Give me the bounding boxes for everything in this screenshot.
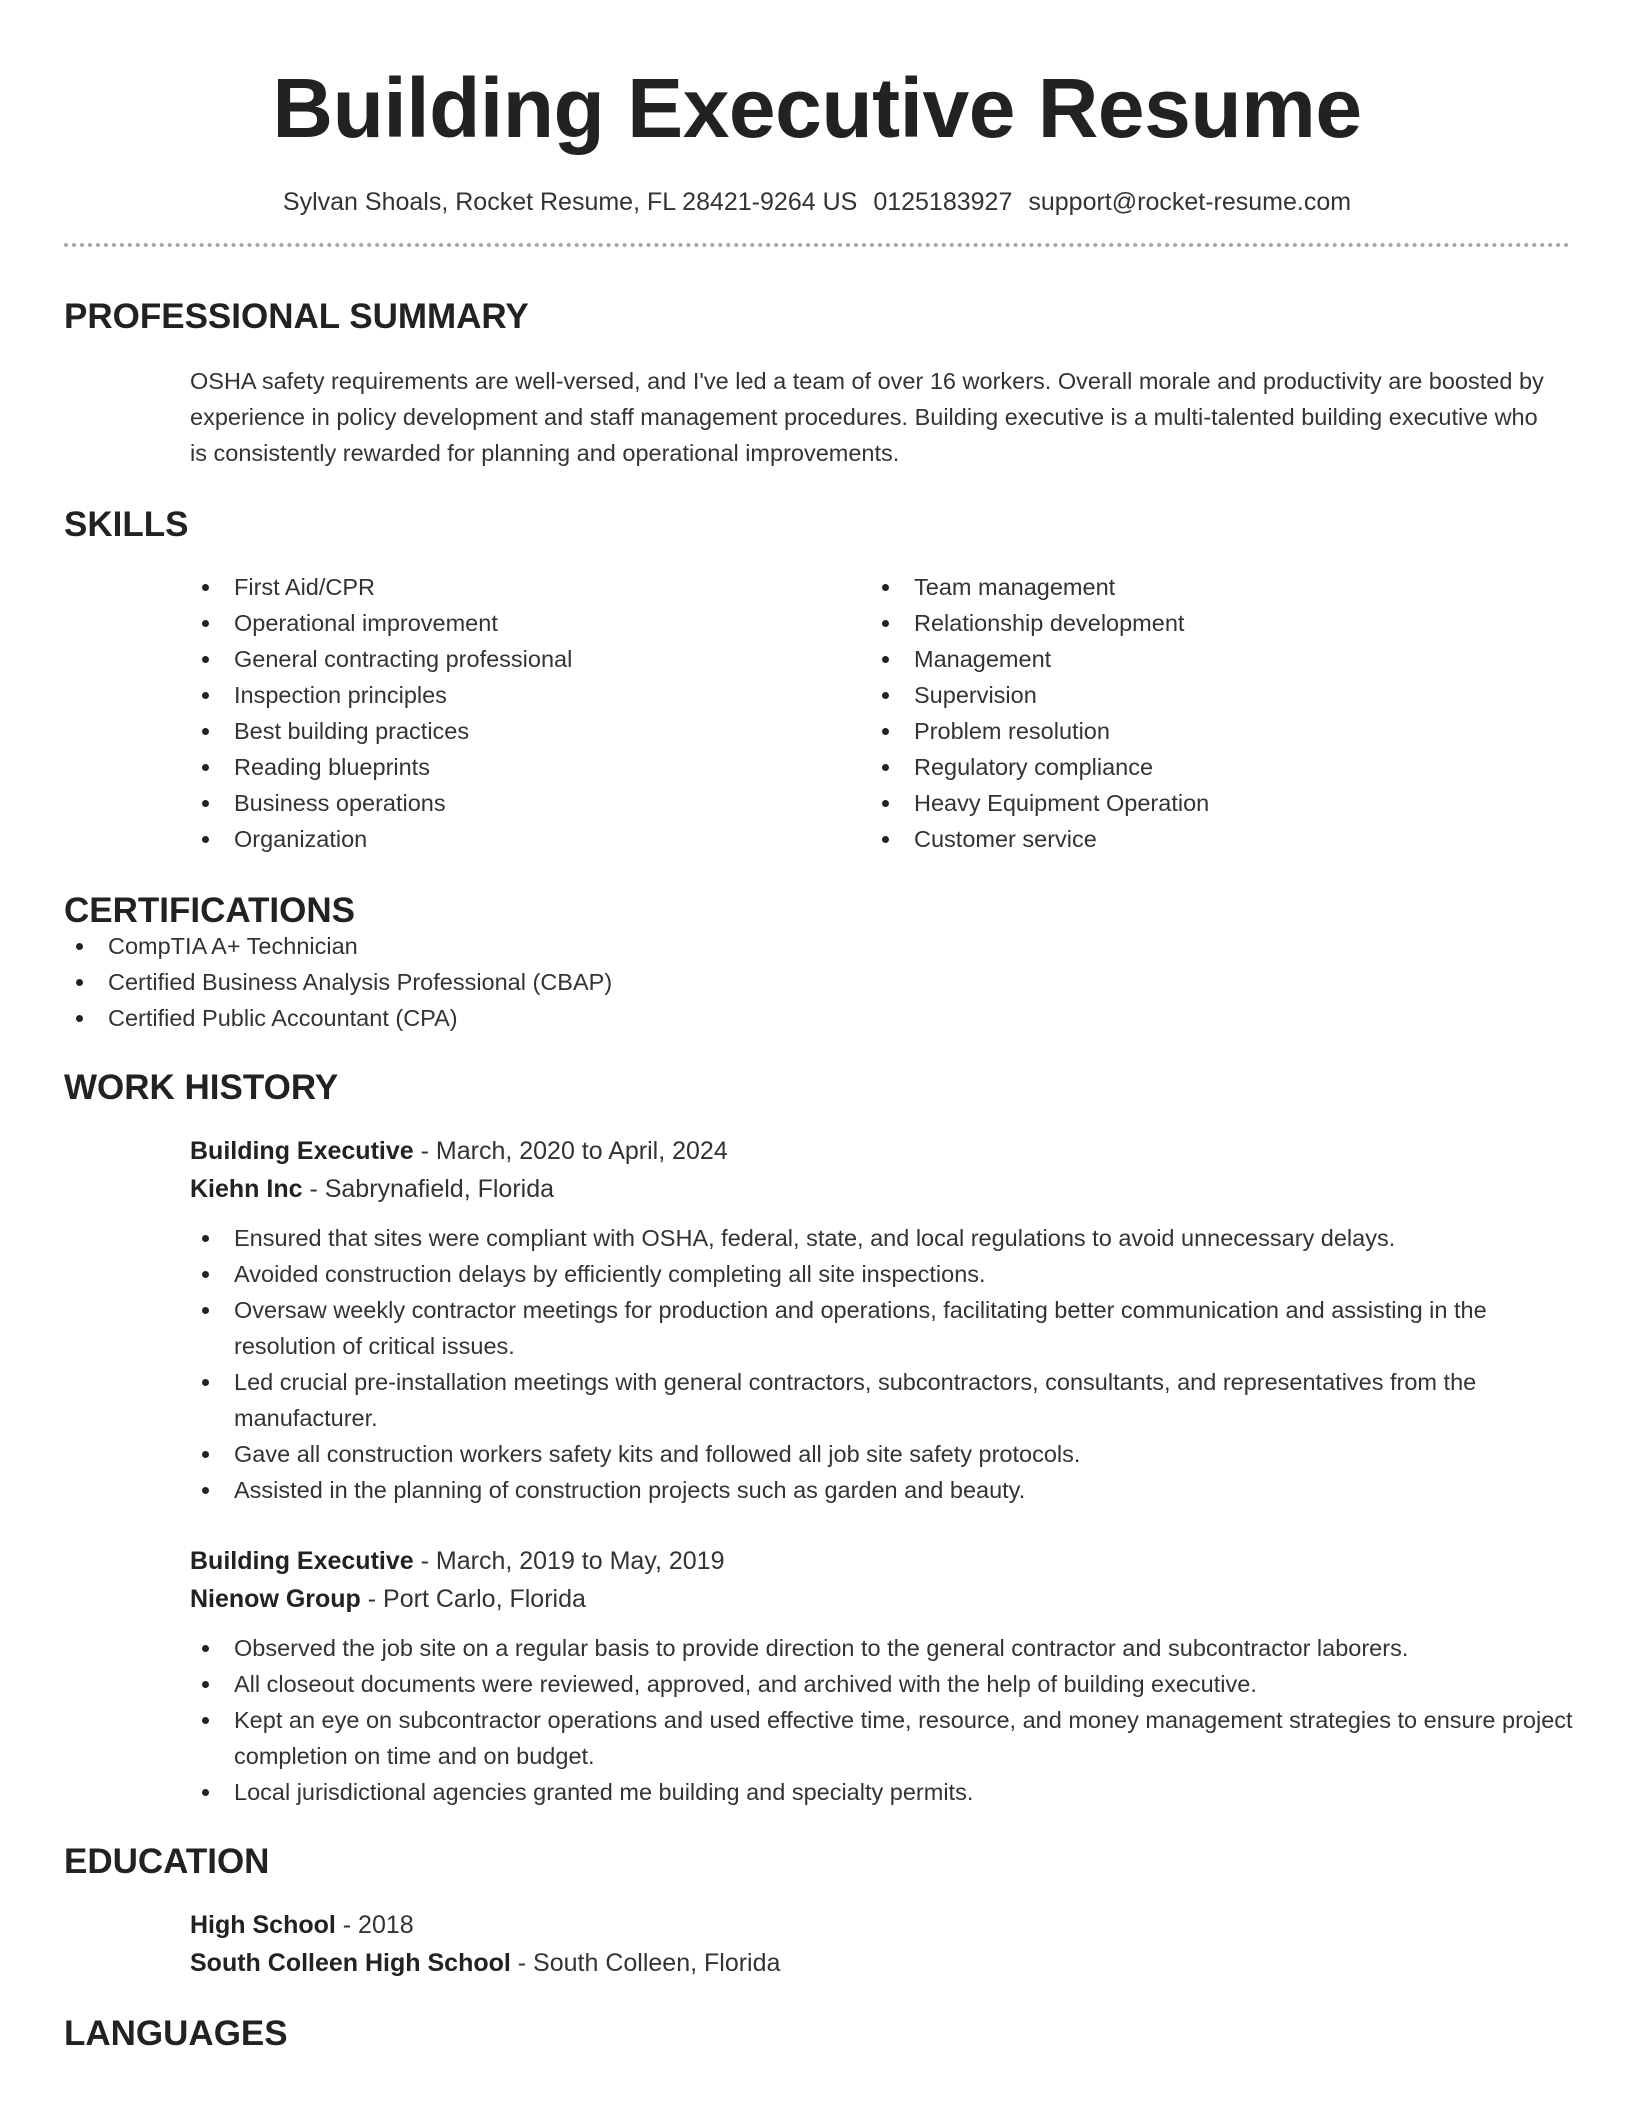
languages-heading: LANGUAGES [64,2014,288,2053]
job-company: Kiehn Inc [190,1175,303,1203]
job-bullet: Observed the job site on a regular basis to provide direction to the general contractor and subcontractor laborers. [190,1630,1574,1666]
skill-item: General contracting professional [190,641,870,677]
job-location: - Port Carlo, Florida [360,1585,586,1613]
education-school: South Colleen High School [190,1949,511,1977]
job-bullet: Led crucial pre-installation meetings with general contractors, subcontractors, consultants, and representatives from the manufacturer. [190,1364,1574,1436]
job-title: Building Executive [190,1137,414,1165]
summary-text: OSHA safety requirements are well-versed, and I've led a team of over 16 workers. Overall morale and productivity are boosted by experience in policy development and staff management procedures. Building executive is a multi-talented building executive who is consistently rewarded for planning and operational improvements. [190,368,1544,466]
languages-section [64,2016,1570,2051]
job-bullet: Assisted in the planning of construction projects such as garden and beauty. [190,1472,1574,1508]
header-divider [64,243,1570,247]
contact-address: Sylvan Shoals, Rocket Resume, FL 28421-9264 US [282,188,858,216]
job-company-line [190,1580,1570,1618]
job-bullets [190,1630,1574,1810]
skill-item: Regulatory compliance [870,749,1550,785]
job-entry [190,1132,1570,1508]
job-bullet: Oversaw weekly contractor meetings for production and operations, facilitating better communication and assisting in the resolution of critical issues. [190,1292,1574,1364]
education-location: - South Colleen, Florida [510,1949,781,1977]
work-history-heading: WORK HISTORY [64,1068,339,1107]
skill-item: Reading blueprints [190,749,870,785]
job-company: Nienow Group [190,1585,361,1613]
skill-item: Customer service [870,821,1550,857]
contact-phone: 0125183927 [873,188,1013,216]
skill-item: Team management [870,569,1550,605]
skill-item: Operational improvement [190,605,870,641]
resume-page [64,0,1573,2053]
skill-item: Inspection principles [190,677,870,713]
education-year: - 2018 [335,1911,414,1939]
certification-item: Certified Public Accountant (CPA) [64,1000,1570,1036]
education-entry [190,1906,1570,1982]
certifications-list [64,928,1570,1036]
skill-item: Problem resolution [870,713,1550,749]
job-dates: - March, 2019 to May, 2019 [413,1547,725,1575]
certification-item: Certified Business Analysis Professional (CBAP) [64,964,1570,1000]
education-degree: High School [190,1911,336,1939]
job-bullets [190,1220,1574,1508]
job-title-line [190,1542,1570,1580]
skill-item: Relationship development [870,605,1550,641]
education-heading: EDUCATION [64,1842,270,1881]
skills-heading: SKILLS [64,505,189,544]
education-section [64,1844,1570,1982]
job-bullet: Avoided construction delays by efficiently completing all site inspections. [190,1256,1574,1292]
job-entry [190,1542,1573,1810]
job-title: Building Executive [190,1547,414,1575]
contact-line [64,188,1570,217]
job-title-line [190,1132,1570,1170]
skills-list-right [870,569,1550,857]
skill-item: Heavy Equipment Operation [870,785,1550,821]
job-bullet: All closeout documents were reviewed, approved, and archived with the help of building executive. [190,1666,1574,1702]
certifications-heading: CERTIFICATIONS [64,891,356,930]
certification-item: CompTIA A+ Technician [64,928,1570,964]
contact-email: support@rocket-resume.com [1028,188,1352,216]
summary-section [64,299,1570,471]
skill-item: Management [870,641,1550,677]
job-location: - Sabrynafield, Florida [302,1175,555,1203]
job-dates: - March, 2020 to April, 2024 [413,1137,728,1165]
skill-item: Business operations [190,785,870,821]
resume-title: Building Executive Resume [272,61,1362,155]
education-school-line [190,1944,1570,1982]
skill-item: Supervision [870,677,1550,713]
job-bullet: Local jurisdictional agencies granted me building and specialty permits. [190,1774,1574,1810]
summary-heading: PROFESSIONAL SUMMARY [64,297,529,336]
skills-list-left [190,569,870,857]
job-bullet: Kept an eye on subcontractor operations and used effective time, resource, and money management strategies to ensure project completion on time and on budget. [190,1702,1574,1774]
education-degree-line [190,1906,1570,1944]
work-history-section [64,1068,1573,1810]
job-company-line [190,1170,1570,1208]
skill-item: First Aid/CPR [190,569,870,605]
job-bullet: Ensured that sites were compliant with OSHA, federal, state, and local regulations to avoid unnecessary delays. [190,1220,1574,1256]
job-bullet: Gave all construction workers safety kits and followed all job site safety protocols. [190,1436,1574,1472]
skills-section [64,507,1570,857]
skill-item: Best building practices [190,713,870,749]
skill-item: Organization [190,821,870,857]
certifications-section [64,893,1570,1036]
